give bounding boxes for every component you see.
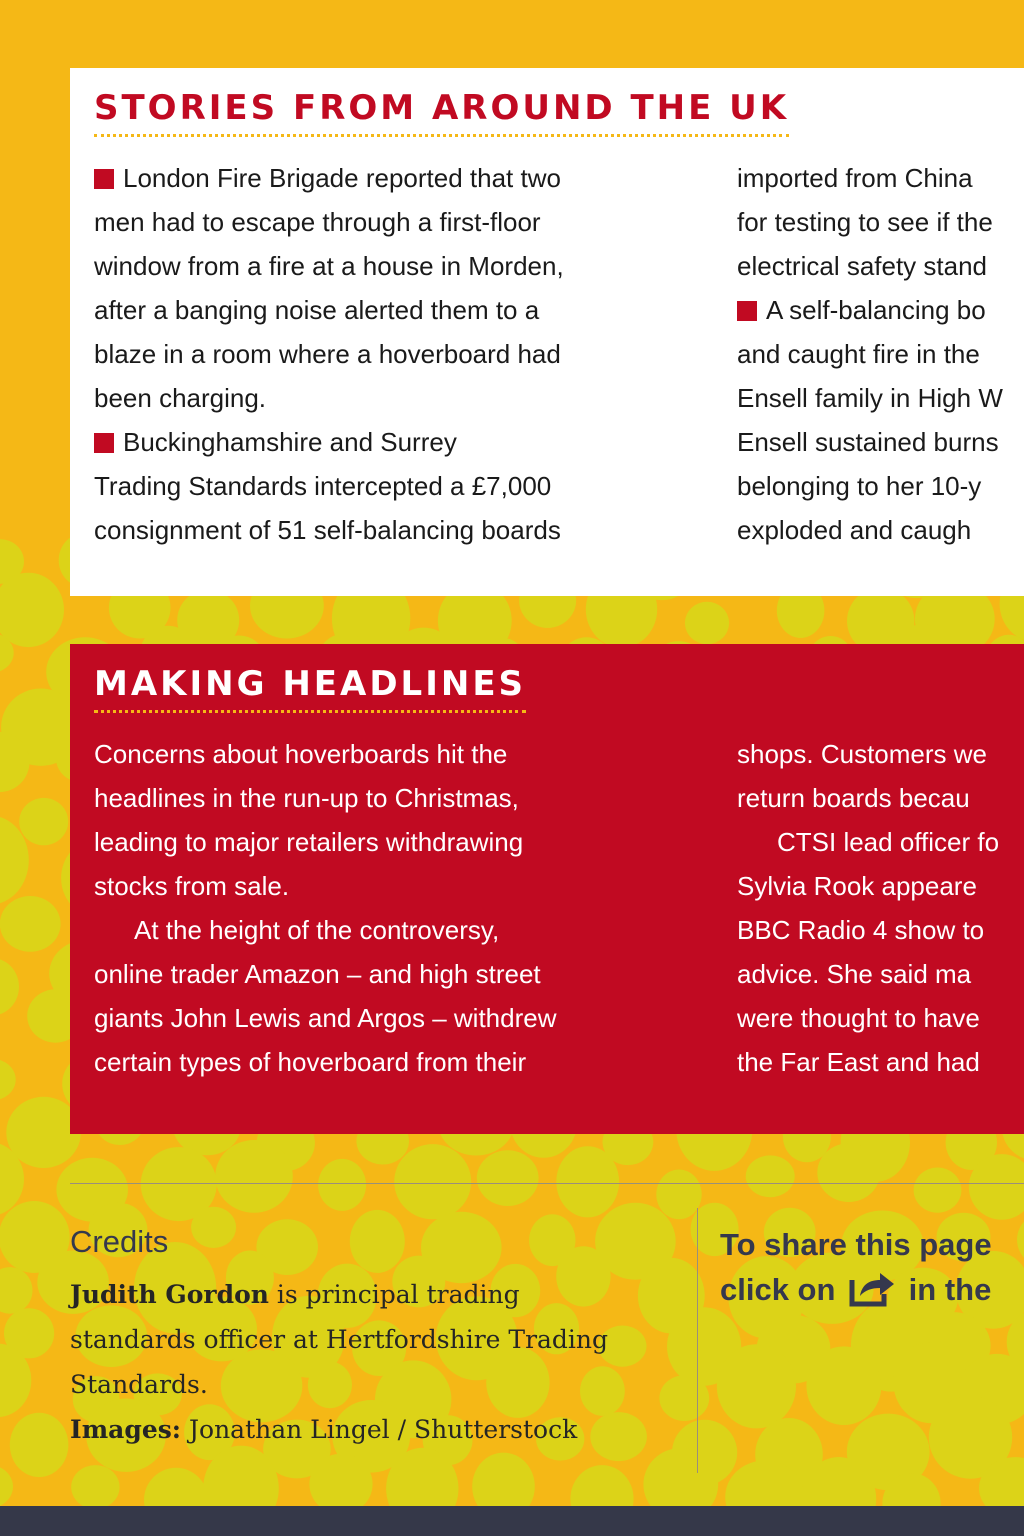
headlines-line: return boards becau xyxy=(737,783,970,813)
stories-line: blaze in a room where a hoverboard had xyxy=(94,339,561,369)
images-label: Images: xyxy=(70,1415,182,1444)
background-dot xyxy=(477,1150,539,1206)
credits-images-line: Images: Jonathan Lingel / Shutterstock xyxy=(70,1415,578,1444)
headlines-line: certain types of hoverboard from their xyxy=(94,1047,527,1077)
background-dot xyxy=(746,1155,795,1197)
stories-line: exploded and caugh xyxy=(737,515,972,545)
background-dot xyxy=(685,602,729,644)
background-dot xyxy=(556,1146,619,1217)
headlines-panel xyxy=(70,644,1024,1134)
vertical-divider xyxy=(697,1208,698,1473)
background-dot xyxy=(0,1059,16,1100)
background-dot xyxy=(394,1144,471,1219)
background-dot xyxy=(19,798,68,845)
stories-title: STORIES FROM AROUND THE UK xyxy=(94,88,789,137)
horizontal-divider xyxy=(70,1183,1024,1184)
background-dot xyxy=(806,1346,881,1425)
stories-line: A self-balancing bo xyxy=(737,288,1003,332)
background-dot xyxy=(914,1168,962,1213)
headlines-line: BBC Radio 4 show to xyxy=(737,915,985,945)
share-line-2: click on in the xyxy=(720,1267,992,1320)
headlines-line: CTSI lead officer fo xyxy=(777,827,1000,857)
stories-line: men had to escape through a first-floor xyxy=(94,207,541,237)
background-dot xyxy=(10,1413,69,1477)
headlines-column-1 xyxy=(94,732,557,1084)
headlines-line: Concerns about hoverboards hit the xyxy=(94,739,508,769)
background-dot xyxy=(656,1170,701,1220)
headlines-line: the Far East and had xyxy=(737,1047,980,1077)
credits-author-line: Standards. xyxy=(70,1370,208,1399)
stories-line: imported from China xyxy=(737,163,973,193)
stories-line: Ensell family in High W xyxy=(737,383,1003,413)
headlines-line: shops. Customers we xyxy=(737,739,987,769)
stories-line: electrical safety stand xyxy=(737,251,988,281)
share-icon[interactable] xyxy=(848,1268,896,1320)
bullet-square-icon xyxy=(94,433,114,453)
headlines-title: MAKING HEADLINES xyxy=(94,664,526,713)
stories-line: window from a fire at a house in Morden, xyxy=(94,251,564,281)
headlines-line: Sylvia Rook appeare xyxy=(737,871,977,901)
stories-line: Trading Standards intercepted a £7,000 xyxy=(94,471,552,501)
background-dot xyxy=(717,1344,796,1428)
headlines-line: online trader Amazon – and high street xyxy=(94,959,541,989)
stories-panel xyxy=(70,68,1024,596)
share-line-1: To share this page xyxy=(720,1227,992,1262)
headlines-line: giants John Lewis and Argos – withdrew xyxy=(94,1003,557,1033)
headlines-line: were thought to have xyxy=(737,1003,980,1033)
background-dot xyxy=(0,958,19,1015)
headlines-line: advice. She said ma xyxy=(737,959,972,989)
stories-line: Ensell sustained burns xyxy=(737,427,999,457)
headlines-line: headlines in the run-up to Christmas, xyxy=(94,783,519,813)
share-instructions xyxy=(720,1222,992,1320)
headlines-column-2 xyxy=(737,732,999,1084)
background-dot xyxy=(1017,1210,1024,1269)
background-dot xyxy=(71,1465,119,1509)
credits-author-line: Judith Gordon is principal trading xyxy=(70,1280,520,1309)
stories-line: and caught fire in the xyxy=(737,339,980,369)
stories-line: been charging. xyxy=(94,383,267,413)
background-dot xyxy=(0,573,64,647)
stories-line: consignment of 51 self-balancing boards xyxy=(94,515,561,545)
stories-line: London Fire Brigade reported that two xyxy=(94,156,564,200)
stories-line: for testing to see if the xyxy=(737,207,993,237)
bullet-square-icon xyxy=(737,301,757,321)
background-dot xyxy=(0,896,61,952)
background-dot xyxy=(215,1140,293,1213)
stories-column-2 xyxy=(737,156,1003,552)
credits-author-line: standards officer at Hertfordshire Trading xyxy=(70,1325,609,1354)
credits-section xyxy=(70,1222,690,1452)
credits-heading: Credits xyxy=(70,1224,169,1259)
bullet-square-icon xyxy=(94,169,114,189)
stories-line: after a banging noise alerted them to a xyxy=(94,295,540,325)
stories-column-1 xyxy=(94,156,564,552)
background-dot xyxy=(0,1464,13,1508)
background-dot xyxy=(0,1267,33,1314)
author-name: Judith Gordon xyxy=(70,1280,269,1309)
stories-line: belonging to her 10-y xyxy=(737,471,982,501)
headlines-line: At the height of the controversy, xyxy=(134,915,500,945)
headlines-line: stocks from sale. xyxy=(94,871,290,901)
background-dot xyxy=(318,1159,366,1211)
stories-line: Buckinghamshire and Surrey xyxy=(94,420,564,464)
background-dot xyxy=(817,1143,880,1202)
bottom-bar xyxy=(0,1506,1024,1536)
headlines-line: leading to major retailers withdrawing xyxy=(94,827,524,857)
